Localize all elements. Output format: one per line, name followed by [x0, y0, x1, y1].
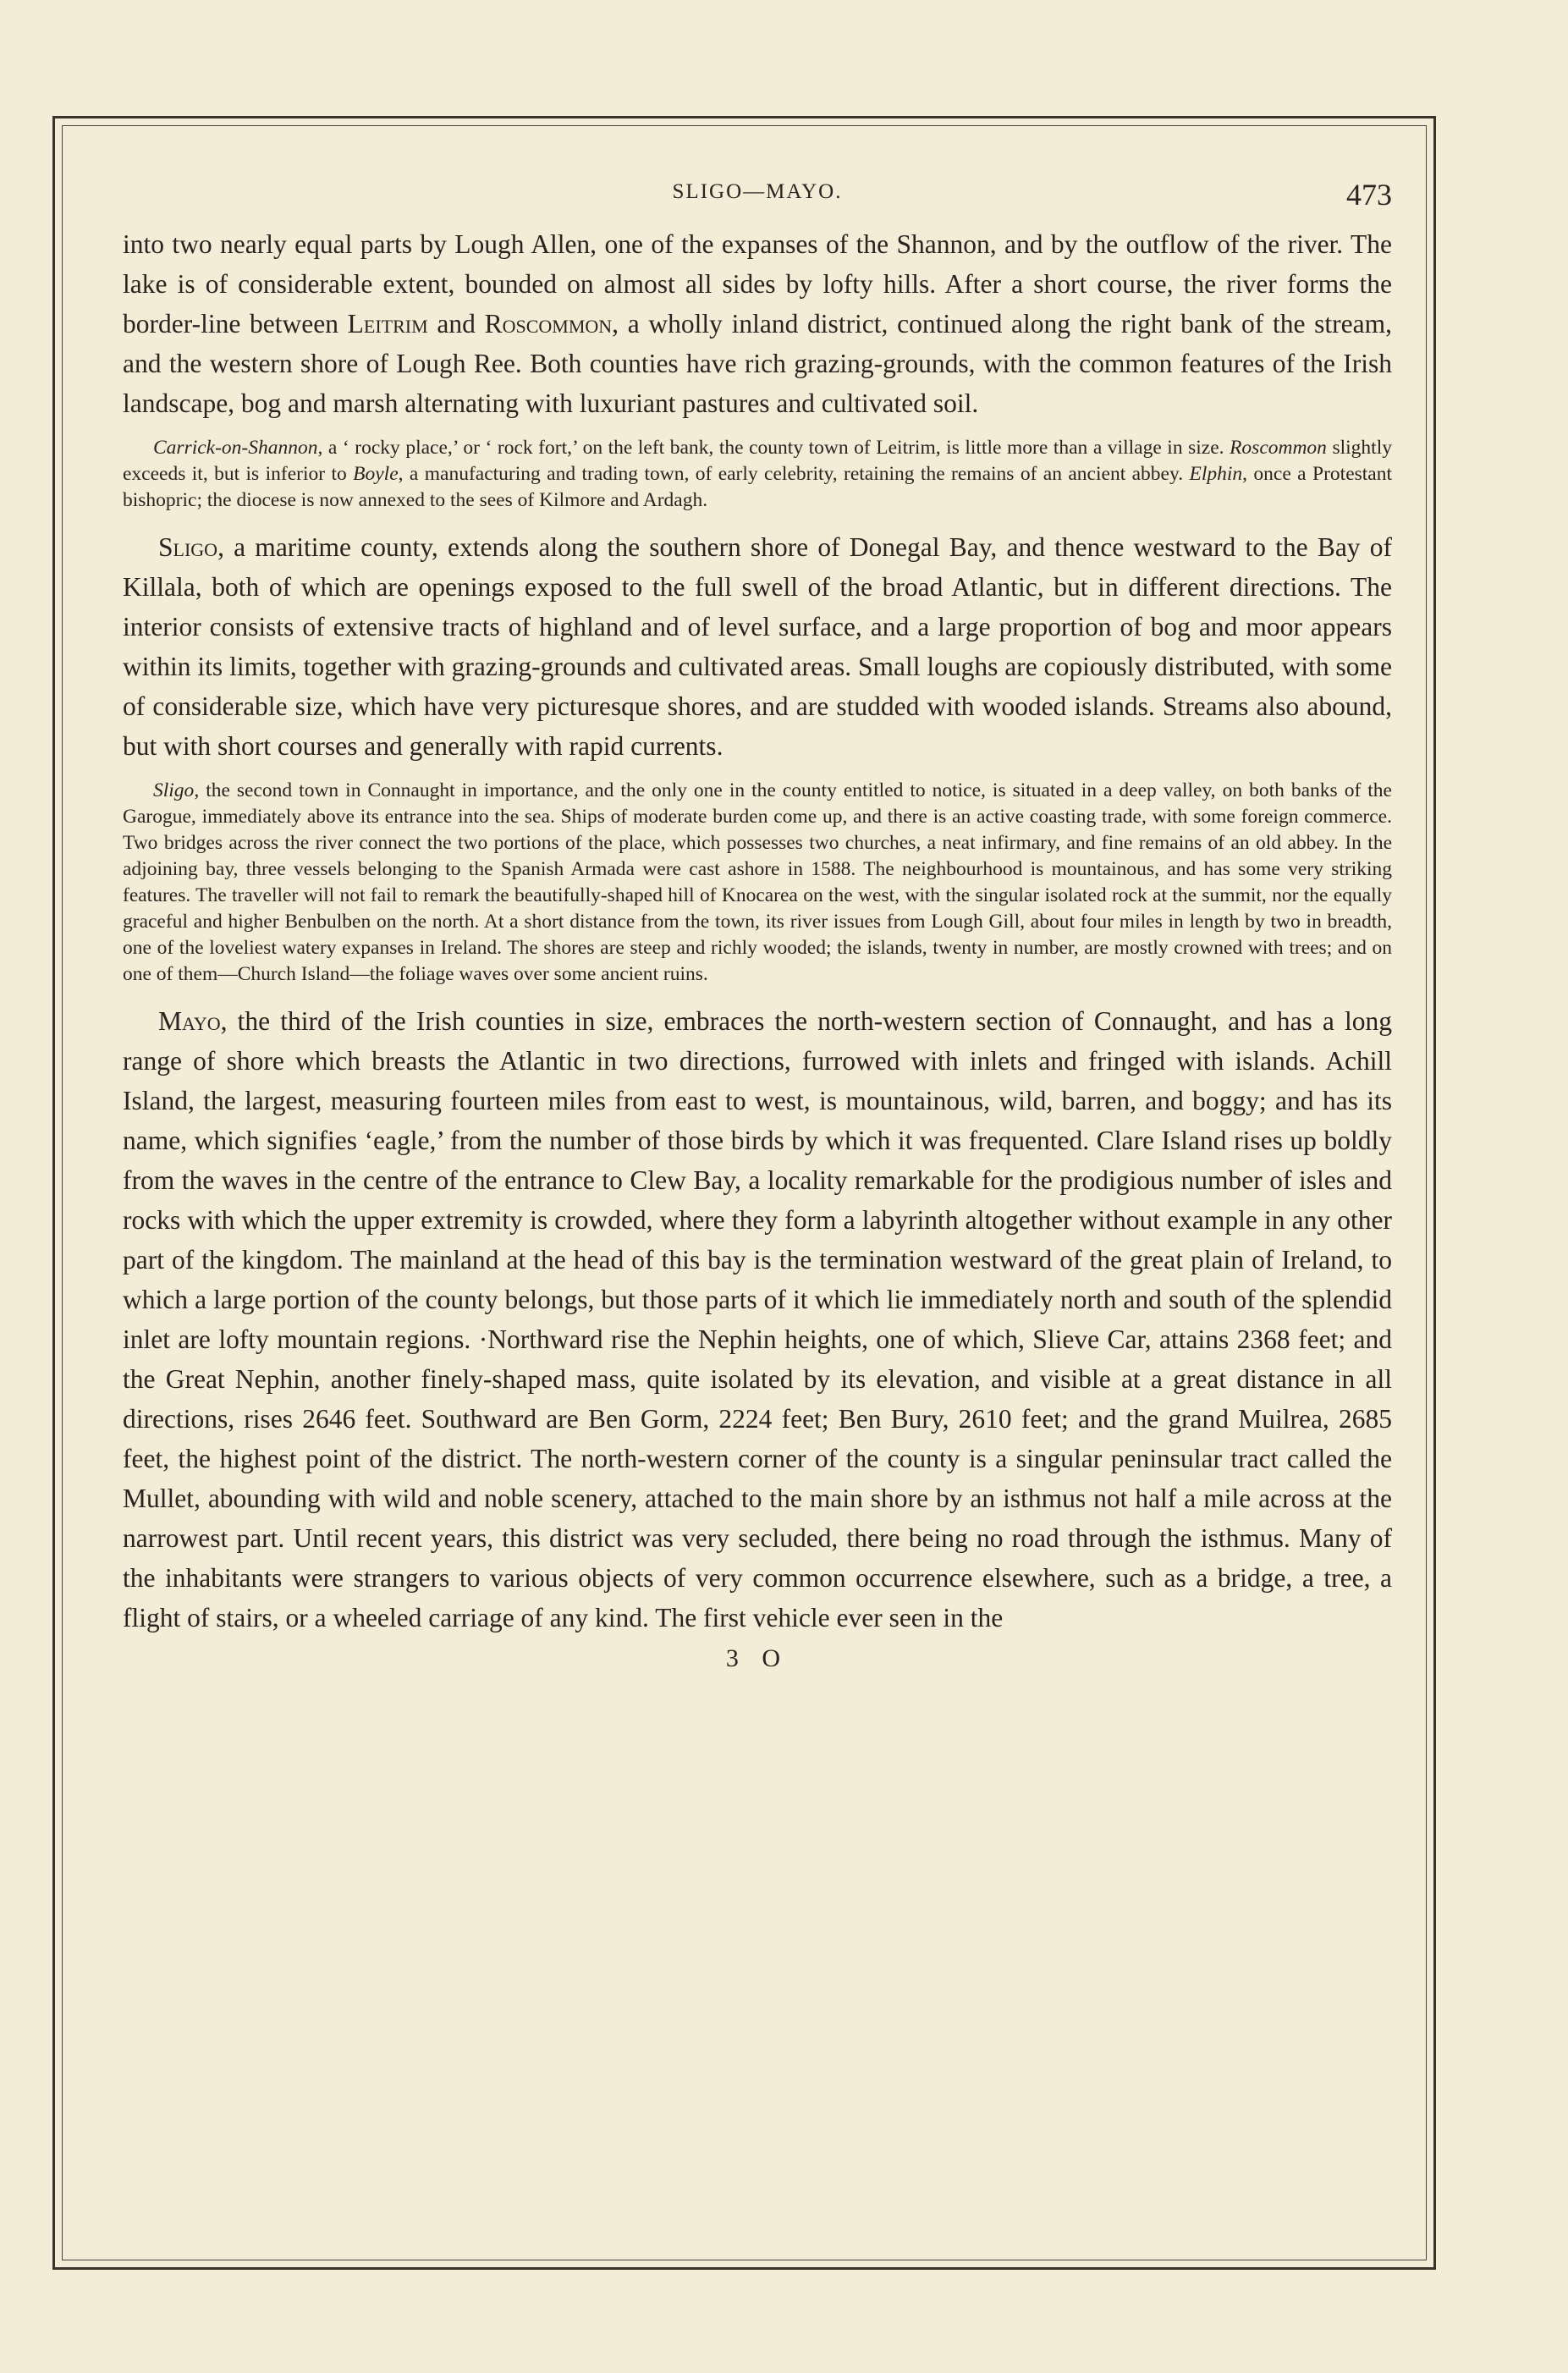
paragraph-leitrim-roscommon — [123, 224, 1392, 423]
text-run: , a wholly inland district, continued along the right bank of the stream, and the western shore of Lough Ree. Both counties have rich grazing-grounds, with the common features of the Irish landscape, bog and marsh alternating with luxuriant pastures and cultivated soil. — [123, 309, 1393, 418]
paragraph-sligo-county — [123, 527, 1392, 766]
text-run: , a manufacturing and trading town, of early celebrity, retaining the remains of an ancient abbey. — [398, 463, 1190, 485]
signature-mark: 3 O — [725, 1644, 790, 1672]
note-leitrim-towns — [123, 435, 1392, 514]
page-content — [123, 173, 1392, 1673]
town-name-roscommon: Roscommon — [1230, 437, 1327, 459]
note-sligo-town — [123, 778, 1392, 988]
text-run: slightly exceeds it, but is inferior to — [123, 437, 1392, 485]
text-run: , the third of the Irish counties in size, embraces the north-western section of Connaught, and has a long range of shore which breasts the Atlantic in two directions, furrowed with inlets and fringed with islands. Achill Island, the largest, measuring fourteen miles from east to west, is mountainous, wild, barren, and boggy; and has its name, which signifies ‘eagle,’ from the number of those birds by which it was frequented. Clare Island rises up boldly from the waves in the centre of the entrance to Clew Bay, a locality remarkable for the prodigious number of isles and rocks with which the upper extremity is crowded, where they form a labyrinth altogether without example in any other part of the kingdom. The mainland at the head of this bay is the termination westward of the great plain of Ireland, to which a large portion of the county belongs, but those parts of it which lie immediately north and south of the splendid inlet are lofty mountain regions. ·Northward rise the Nephin heights, one of which, Slieve Car, attains 2368 feet; and the Great Nephin, another finely-shaped mass, quite isolated by its elevation, and visible at a great distance in all directions, rises 2646 feet. Southward are Ben Gorm, 2224 feet; Ben Bury, 2610 feet; and the grand Muilrea, 2685 feet, the highest point of the district. The north-western corner of the county is a singular peninsular tract called the Mullet, abounding with wild and noble scenery, attached to the main shore by an isthmus not half a mile across at the narrowest part. Until recent years, this district was very secluded, there being no road through the isthmus. Many of the inhabitants were strangers to various objects of very common occurrence elsewhere, such as a bridge, a tree, a flight of stairs, or a wheeled carriage of any kind. The first vehicle ever seen in the — [123, 1006, 1392, 1632]
running-title: SLIGO—MAYO. — [672, 180, 843, 203]
town-name-sligo: Sligo — [153, 779, 195, 801]
text-run: , once a Protestant bishopric; the diocese is now annexed to the sees of Kilmore and Ardagh. — [123, 463, 1393, 511]
county-name-leitrim: Leitrim — [347, 309, 428, 339]
paragraph-mayo-county — [123, 1001, 1392, 1638]
text-run: and — [427, 309, 485, 339]
town-name-boyle: Boyle — [353, 463, 399, 485]
county-name-roscommon: Roscommon — [484, 309, 613, 339]
text-run: , a maritime county, extends along the southern shore of Donegal Bay, and thence westward to the Bay of Killala, both of which are openings exposed to the full swell of the broad Atlantic, but in different directions. The interior consists of extensive tracts of highland and of level surface, and a large proportion of bog and moor appears within its limits, together with grazing-grounds and cultivated areas. Small loughs are copiously distributed, with some of considerable size, which have very picturesque shores, and are studded with wooded islands. Streams also abound, but with short courses and generally with rapid currents. — [123, 532, 1392, 761]
running-header — [123, 173, 1392, 224]
text-run: , a ‘ rocky place,’ or ‘ rock fort,’ on the left bank, the county town of Leitrim, is little more than a village in size. — [317, 437, 1230, 459]
page-number: 473 — [1346, 178, 1392, 212]
text-run: into two nearly equal parts by Lough Allen, one of the expanses of the Shannon, and by the outflow of the river. The lake is of considerable extent, bounded on almost all sides by lofty hills. After a short course, the river forms the border-line between — [123, 229, 1392, 339]
text-run: , the second town in Connaught in importance, and the only one in the county entitled to notice, is situated in a deep valley, on both banks of the Garogue, immediately above its entrance into the sea. Ships of moderate burden come up, and there is an active coasting trade, with some foreign commerce. Two bridges across the river connect the two portions of the place, which possesses two churches, a neat infirmary, and fine remains of an old abbey. In the adjoining bay, three vessels belonging to the Spanish Armada were cast ashore in 1588. The neighbourhood is mountainous, and has some very striking features. The traveller will not fail to remark the beautifully-shaped hill of Knocarea on the west, with the singular isolated rock at the summit, nor the equally graceful and higher Benbulben on the north. At a short distance from the town, its river issues from Lough Gill, about four miles in length by two in breadth, one of the loveliest watery expanses in Ireland. The shores are steep and richly wooded; the islands, twenty in number, are mostly crowned with trees; and on one of them—Church Island—the foliage waves over some ancient ruins. — [123, 779, 1392, 985]
town-name-carrick: Carrick-on-Shannon — [153, 437, 318, 459]
county-name-sligo: Sligo — [158, 532, 218, 562]
town-name-elphin: Elphin — [1189, 463, 1243, 485]
county-name-mayo: Mayo — [158, 1006, 221, 1036]
